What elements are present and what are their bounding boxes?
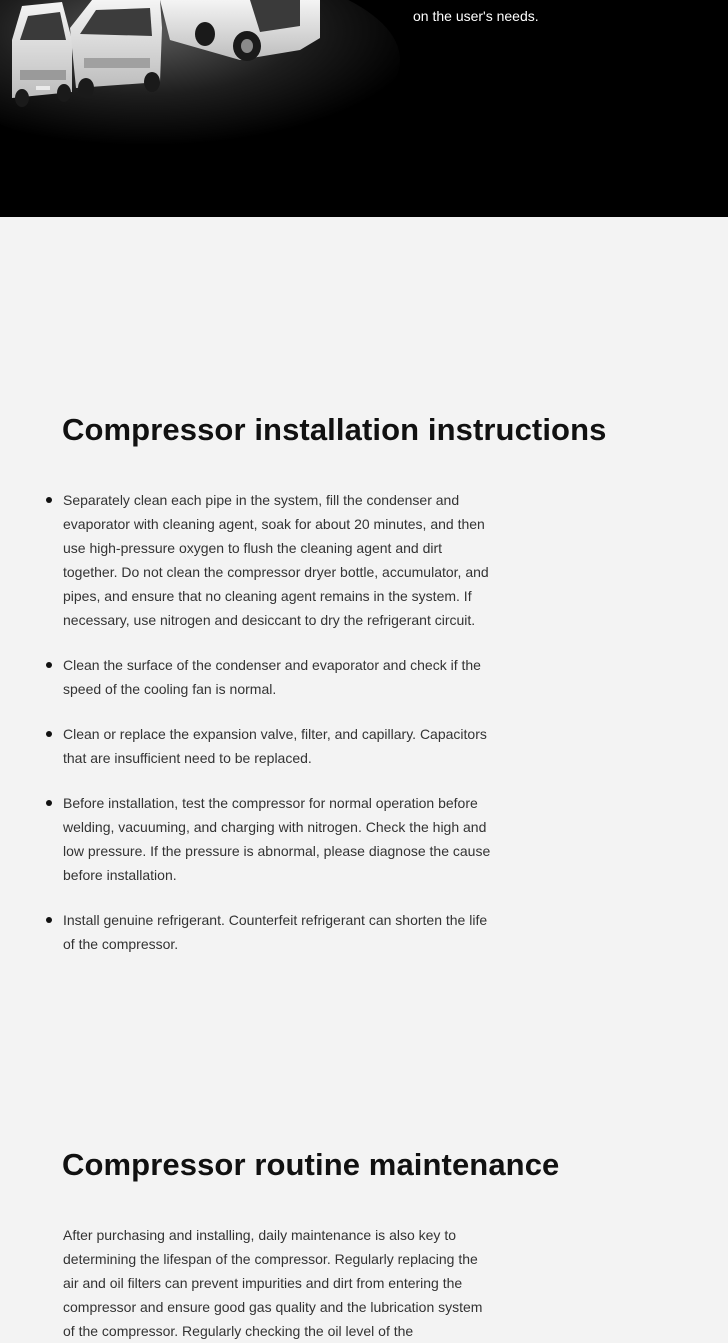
list-item: Before installation, test the compressor for normal operation before welding, vacuuming, and charging with nitrogen. Check the high and low pressure. If the pressure is abnormal, please diagnose the cause before installation. <box>63 791 495 887</box>
hero-caption: on the user's needs. <box>413 8 539 24</box>
list-item: Separately clean each pipe in the system, fill the condenser and evaporator with cleaning agent, soak for about 20 minutes, and then use high-pressure oxygen to flush the cleaning agent and dirt together. Do not clean the compressor dryer bottle, accumulator, and pipes, and ensure that no cleaning agent remains in the system. If necessary, use nitrogen and desiccant to dry the refrigerant circuit. <box>63 488 495 632</box>
van-left <box>12 2 72 107</box>
vehicles-photo <box>0 0 400 217</box>
installation-title: Compressor installation instructions <box>62 412 607 447</box>
maintenance-paragraph: After purchasing and installing, daily maintenance is also key to determining the lifespan of the compressor. Regularly replacing the air and oil filters can prevent impurities and dirt from entering the compressor and ensure good gas quality and the lubrication system of the compressor. Regularly checking the oil level of the <box>63 1227 483 1339</box>
installation-list <box>63 488 495 977</box>
van-middle <box>70 0 162 98</box>
list-item: Clean or replace the expansion valve, filter, and capillary. Capacitors that are insufficient need to be replaced. <box>63 722 495 770</box>
hero-banner <box>0 0 728 217</box>
list-item: Install genuine refrigerant. Counterfeit refrigerant can shorten the life of the compressor. <box>63 908 495 956</box>
maintenance-title: Compressor routine maintenance <box>62 1147 560 1182</box>
list-item: Clean the surface of the condenser and evaporator and check if the speed of the cooling fan is normal. <box>63 653 495 701</box>
